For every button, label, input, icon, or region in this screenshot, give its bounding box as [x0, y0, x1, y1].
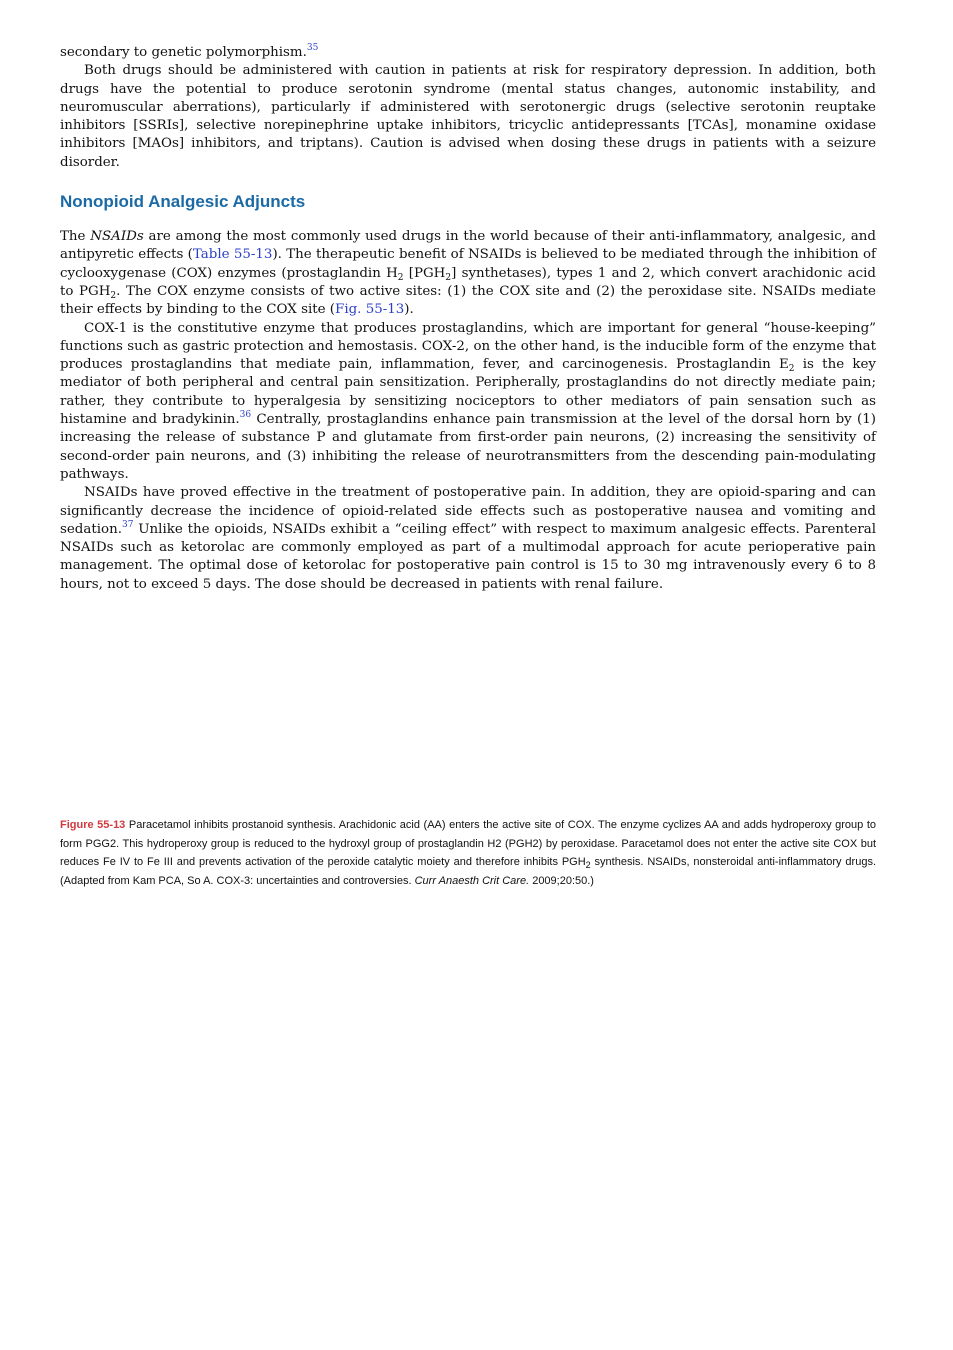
paragraph-postoperative — [60, 484, 876, 594]
text-run: NSAIDs have proved effective in the treatment of postoperative pain. In addition, they are opioid-sparing and can significantly decrease the incidence of opioid-related side effects such as postoperative nausea and vomiting and sedation. — [60, 485, 876, 537]
emphasis-nsaids: NSAIDs — [90, 229, 144, 245]
subscript: 2 — [397, 272, 404, 283]
subscript: 2 — [445, 272, 452, 283]
text-run: COX-1 is the constitutive enzyme that produces prostaglandins, which are important for general “house-keeping” functions such as gastric protection and hemostasis. COX-2, on the other hand, is the inducible form of the enzyme that produces prostaglandins that mediate pain, inflammation, fever, and carcinogenesis. Prostaglandin E — [60, 320, 876, 373]
text-run: The — [60, 229, 91, 245]
figure-label: Figure 55-13 — [60, 819, 126, 831]
subscript: 2 — [110, 290, 117, 301]
figure-link[interactable]: Fig. 55-13 — [335, 302, 405, 318]
subscript: 2 — [788, 364, 795, 375]
citation-ref[interactable]: 37 — [121, 519, 134, 530]
text-run: ). The therapeutic benefit of NSAIDs is believed to be mediated through the inhibition of cyclooxygenase (COX) enzymes (prostaglandin H — [60, 247, 877, 281]
text-run: ] synthetases), types 1 and 2, which convert arachidonic acid to PGH — [60, 265, 876, 299]
caption-text: Paracetamol inhibits prostanoid synthesis. Arachidonic acid (AA) enters the active site of COX. The enzyme cyclizes AA and adds hydroperoxy group to form PGG2. This hydroperoxy group is reduced to the hydroxyl group of prostaglandin H2 (PGH2) by peroxidase. Paracetamol does not enter the active site COX but reduces Fe IV to Fe III and prevents activation of the peroxide catalytic moiety and therefore inhibits PGH — [60, 819, 876, 869]
text-run: ). — [404, 302, 414, 318]
subscript: 2 — [585, 860, 591, 871]
figure-caption — [60, 816, 876, 891]
paragraph-caution — [60, 62, 876, 172]
caption-text: synthesis. NSAIDs, nonsteroidal anti-inflammatory drugs. (Adapted from Kam PCA, So A. COX-3: uncertainties and controversies. — [60, 856, 877, 888]
paragraph-cox — [60, 320, 876, 485]
paragraph-continuation — [60, 44, 876, 62]
text-run: are among the most commonly used drugs in the world because of their anti-inflammatory, analgesic, and antipyretic effects ( — [60, 229, 876, 263]
document-page — [60, 44, 876, 594]
citation-ref[interactable]: 35 — [306, 43, 319, 53]
citation-ref[interactable]: 36 — [239, 410, 252, 421]
paragraph-text: Both drugs should be administered with caution in patients at risk for respiratory depression. In addition, both drugs have the potential to produce serotonin syndrome (mental status changes, autonomic instability, and neuromuscular aberrations), particularly if administered with serotonergic drugs (selective serotonin reuptake inhibitors [SSRIs], selective norepinephrine uptake inhibitors, tricyclic antidepressants [TCAs], monamine oxidase inhibitors [MAOs] inhibitors, and triptans). Caution is advised when dosing these drugs in patients with a seizure disorder. — [60, 63, 876, 170]
table-link[interactable]: Table 55-13 — [192, 247, 273, 263]
text-run: Unlike the opioids, NSAIDs exhibit a “ceiling effect” with respect to maximum analgesic effects. Parenteral NSAIDs such as ketorolac are commonly employed as part of a multimodal approach for acute perioperative pain management. The optimal dose of ketorolac for postoperative pain control is 15 to 30 mg intravenously every 6 to 8 hours, not to exceed 5 days. The dose should be decreased in patients with renal failure. — [60, 521, 876, 592]
caption-text: 2009;20:50.) — [529, 875, 594, 888]
text-run: Centrally, prostaglandins enhance pain transmission at the level of the dorsal horn by (1) increasing the release of substance P and glutamate from first-order pain neurons, (2) increasing the sensitivity of second-order pain neurons, and (3) inhibiting the release of neurotransmitters from the descending pain-modulating pathways. — [60, 412, 876, 482]
text-run: [PGH — [403, 265, 446, 281]
text-run: is the key mediator of both peripheral and central pain sensitization. Peripherally, prostaglandins do not directly mediate pain; rather, they contribute to hyperalgesia by sensitizing nociceptors to other mediators of pain sensation such as histamine and bradykinin. — [60, 357, 876, 428]
text-run: . The COX enzyme consists of two active sites: (1) the COX site and (2) the peroxidase site. NSAIDs mediate their effects by binding to the COX site ( — [60, 283, 876, 318]
journal-title: Curr Anaesth Crit Care. — [414, 875, 530, 888]
section-heading: Nonopioid Analgesic Adjuncts — [60, 192, 306, 212]
paragraph-nsaids-intro — [60, 228, 876, 319]
paragraph-text: secondary to genetic polymorphism. — [60, 45, 307, 60]
